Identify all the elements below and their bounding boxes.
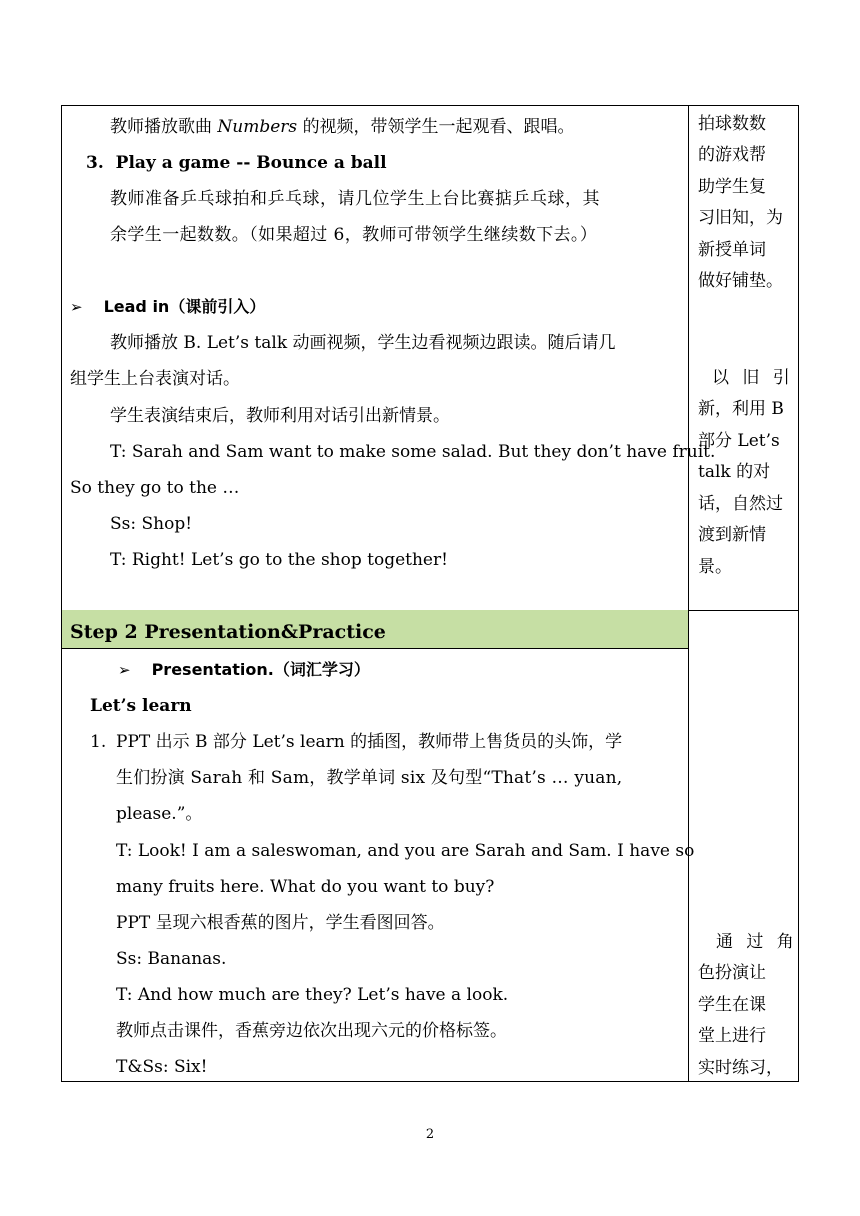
- learn-line4: [116, 840, 694, 862]
- lets-learn-heading: Let’s learn: [90, 696, 192, 716]
- game-desc-1: 教师准备乒乓球拍和乒乓球，请几位学生上台比赛掂乒乓球，其: [110, 189, 600, 209]
- learn-text-8: T: And how much are they? Let’s have a look.: [116, 985, 509, 1005]
- step2-header: Step 2 Presentation&Practice: [70, 621, 386, 643]
- note-review-line: 做好铺垫。: [698, 271, 783, 292]
- dialogue-text-4: T: Right! Let’s go to the shop together!: [110, 550, 448, 570]
- dialogue-line4: [110, 549, 448, 571]
- leadin-text-2: 组学生上台表演对话。: [70, 369, 240, 389]
- game-desc-line1: [110, 188, 681, 210]
- learn-text-3: please.”。: [116, 804, 203, 824]
- note-transition-line: 话，自然过: [698, 493, 783, 514]
- game-title: Play a game -- Bounce a ball: [115, 153, 387, 173]
- learn-line2: [116, 767, 622, 789]
- learn-line9: [116, 1020, 507, 1042]
- note-transition-line: 渡到新情: [698, 525, 766, 546]
- game-heading: [86, 152, 387, 174]
- note-review-line: 习旧知，为: [698, 208, 783, 229]
- leadin-line3: [110, 405, 450, 427]
- dialogue-line2: [70, 477, 239, 499]
- learn-text-6: PPT 呈现六根香蕉的图片，学生看图回答。: [116, 913, 445, 933]
- leadin-label: Lead in（课前引入）: [103, 297, 266, 316]
- note-review-line: 助学生复: [698, 176, 766, 197]
- learn-line5: [116, 876, 494, 898]
- learn-line10: [116, 1056, 207, 1078]
- arrow-bullet-icon: ➢: [118, 661, 131, 679]
- game-desc-2: 余学生一起数数。（如果超过 6，教师可带领学生继续数下去。）: [110, 225, 598, 245]
- learn-text-10: T&Ss: Six!: [116, 1057, 208, 1077]
- leadin-heading: [70, 296, 265, 318]
- learn-text-9: 教师点击课件，香蕉旁边依次出现六元的价格标签。: [116, 1021, 507, 1041]
- song-title: Numbers: [217, 117, 298, 137]
- note-review: [698, 108, 791, 297]
- dialogue-text-2: So they go to the …: [70, 478, 240, 498]
- song-line: [110, 116, 575, 138]
- note-review-line: 拍球数数: [698, 113, 766, 134]
- learn-text-4: T: Look! I am a saleswoman, and you are Sarah and Sam. I have so: [116, 841, 695, 861]
- learn-line3: [116, 803, 202, 825]
- note-transition: [698, 362, 794, 583]
- note-transition-line: talk 的对: [698, 462, 771, 483]
- dialogue-text-1: T: Sarah and Sam want to make some salad. But they don’t have fruit.: [110, 442, 716, 462]
- dialogue-line3: [110, 513, 192, 535]
- dialogue-text-3: Ss: Shop!: [110, 514, 193, 534]
- presentation-label: Presentation.（词汇学习）: [151, 660, 370, 679]
- learn-line8: [116, 984, 508, 1006]
- note-transition-line: 新，利用 B: [698, 399, 784, 420]
- note-transition-line: 以 旧 引: [712, 367, 794, 388]
- leadin-text-1: 教师播放 B. Let’s talk 动画视频，学生边看视频边跟读。随后请几: [110, 333, 616, 353]
- dialogue-line1: [110, 441, 715, 463]
- presentation-heading: [118, 659, 370, 681]
- note-roleplay-line: 学生在课: [698, 994, 766, 1015]
- learn-text-2: 生们扮演 Sarah 和 Sam，教学单词 six 及句型“That’s … yuan,: [116, 768, 623, 788]
- learn-line6: [116, 912, 445, 934]
- learn-text-1: PPT 出示 B 部分 Let’s learn 的插图，教师带上售货员的头饰，学: [116, 732, 623, 752]
- learn-text-7: Ss: Bananas.: [116, 949, 227, 969]
- game-number: 3.: [86, 153, 104, 173]
- note-roleplay-line: 色扮演让: [698, 963, 766, 984]
- song-text-c: 的视频，带领学生一起观看、跟唱。: [302, 117, 575, 137]
- note-roleplay: [698, 926, 798, 1084]
- leadin-text-3: 学生表演结束后，教师利用对话引出新情景。: [110, 406, 450, 426]
- learn-line7: [116, 948, 226, 970]
- learn-text-5: many fruits here. What do you want to buy?: [116, 877, 495, 897]
- learn-item-number: 1.: [90, 732, 107, 752]
- note-roleplay-line: 堂上进行: [698, 1026, 766, 1047]
- page-number: 2: [425, 1127, 435, 1142]
- note-roleplay-line: 实时练习，: [698, 1057, 783, 1078]
- leadin-line1: [110, 332, 616, 354]
- game-desc-line2: [110, 224, 597, 246]
- song-text-a: 教师播放歌曲: [110, 117, 212, 137]
- arrow-bullet-icon: ➢: [70, 298, 83, 316]
- note-transition-line: 景。: [698, 556, 732, 577]
- leadin-line2: [70, 368, 240, 390]
- row1-content-cell: [61, 105, 689, 611]
- note-roleplay-line: 通 过 角: [716, 931, 798, 952]
- note-review-line: 的游戏帮: [698, 145, 766, 166]
- note-review-line: 新授单词: [698, 239, 766, 260]
- learn-line1: [116, 731, 622, 753]
- note-transition-line: 部分 Let’s: [698, 430, 780, 451]
